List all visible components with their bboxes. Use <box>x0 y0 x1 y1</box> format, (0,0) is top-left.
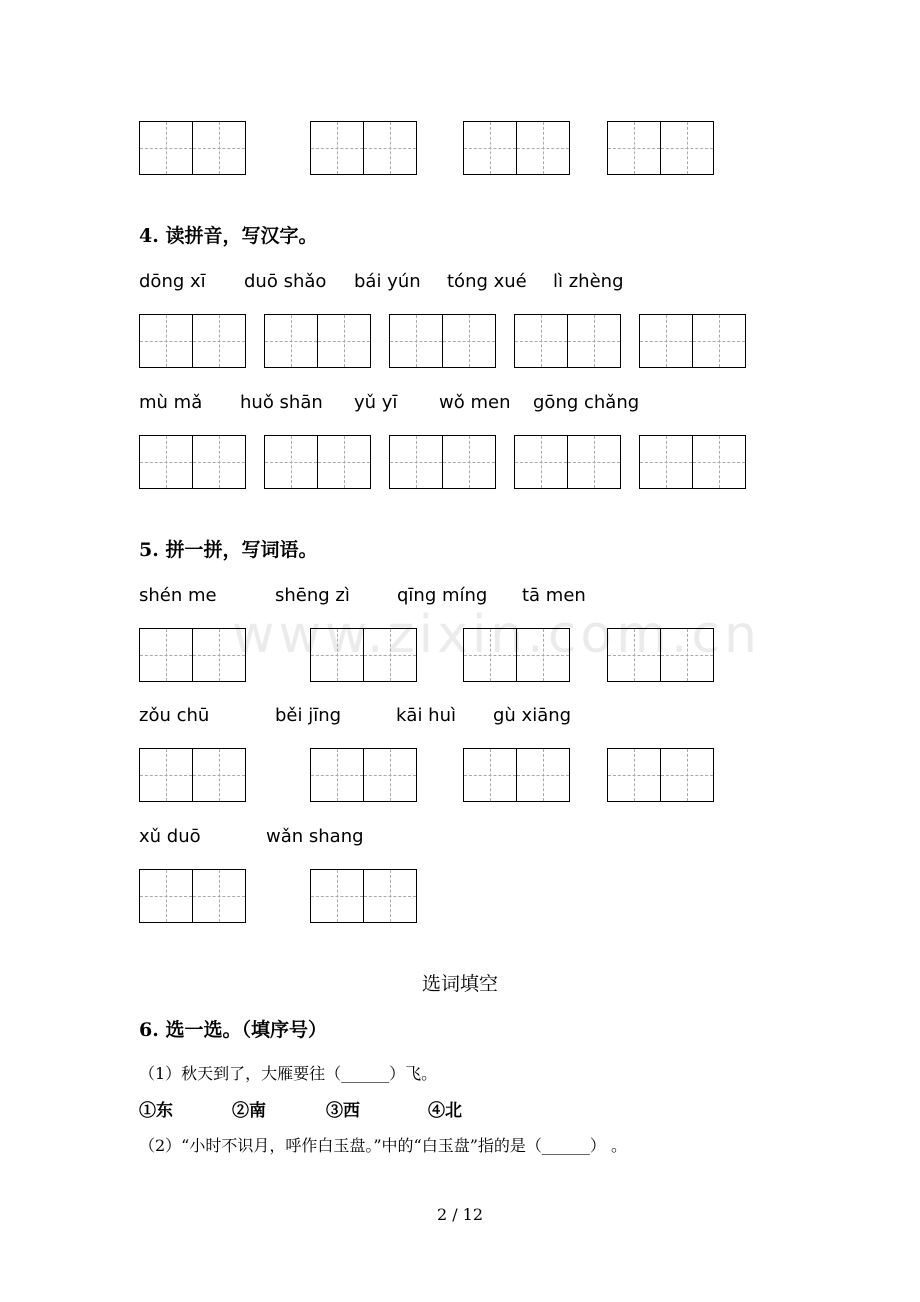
writing-grid[interactable] <box>514 435 620 489</box>
writing-grid[interactable] <box>264 314 370 368</box>
section-title: 选词填空 <box>421 973 498 995</box>
writing-grid[interactable] <box>389 435 495 489</box>
question-item-1: （1）秋天到了，大雁要往（______）飞。 <box>139 1064 438 1083</box>
q6-heading: 6. 选一选。（填序号） <box>139 1019 327 1041</box>
writing-grid[interactable] <box>310 628 416 682</box>
question-item-2: （2）“小时不识月，呼作白玉盘。”中的“白玉盘”指的是（______） 。 <box>139 1136 627 1155</box>
pinyin-label: gōng chǎng <box>533 392 640 413</box>
pinyin-label: duō shǎo <box>244 271 327 292</box>
writing-grid[interactable] <box>139 748 245 802</box>
option-2[interactable]: ②南 <box>232 1101 266 1121</box>
writing-grid[interactable] <box>139 628 245 682</box>
pinyin-label: kāi huì <box>396 705 456 726</box>
writing-grid[interactable] <box>139 435 245 489</box>
option-3[interactable]: ③西 <box>326 1101 360 1121</box>
q4-heading: 4. 读拼音，写汉字。 <box>139 225 318 247</box>
option-1[interactable]: ①东 <box>139 1101 173 1121</box>
pinyin-label: wǎn shang <box>266 826 364 847</box>
q5-heading: 5. 拼一拼，写词语。 <box>139 539 318 561</box>
pinyin-label: gù xiāng <box>493 705 572 726</box>
watermark: www.zixin.com.cn <box>232 605 761 665</box>
pinyin-label: mù mǎ <box>139 392 203 413</box>
writing-grid[interactable] <box>463 748 569 802</box>
pinyin-label: shēng zì <box>275 585 350 606</box>
writing-grid[interactable] <box>310 748 416 802</box>
pinyin-label: tā men <box>522 585 586 606</box>
writing-grid[interactable] <box>607 748 713 802</box>
writing-grid[interactable] <box>607 628 713 682</box>
page-number: 2 / 12 <box>436 1205 484 1224</box>
writing-grid[interactable] <box>139 121 245 175</box>
pinyin-label: lì zhèng <box>553 271 624 292</box>
writing-grid[interactable] <box>514 314 620 368</box>
writing-grid[interactable] <box>139 869 245 923</box>
writing-grid[interactable] <box>639 314 745 368</box>
writing-grid[interactable] <box>139 314 245 368</box>
pinyin-label: dōng xī <box>139 271 206 292</box>
pinyin-label: huǒ shān <box>240 392 323 413</box>
pinyin-label: bái yún <box>354 271 421 292</box>
pinyin-label: qīng míng <box>397 585 488 606</box>
writing-grid[interactable] <box>639 435 745 489</box>
writing-grid[interactable] <box>310 121 416 175</box>
pinyin-label: shén me <box>139 585 217 606</box>
writing-grid[interactable] <box>389 314 495 368</box>
writing-grid[interactable] <box>264 435 370 489</box>
pinyin-label: běi jīng <box>275 705 342 726</box>
pinyin-label: wǒ men <box>439 392 511 413</box>
option-4[interactable]: ④北 <box>428 1101 462 1121</box>
writing-grid[interactable] <box>463 121 569 175</box>
pinyin-label: zǒu chū <box>139 705 210 726</box>
writing-grid[interactable] <box>607 121 713 175</box>
writing-grid[interactable] <box>310 869 416 923</box>
pinyin-label: tóng xué <box>447 271 527 292</box>
pinyin-label: yǔ yī <box>354 392 398 413</box>
writing-grid[interactable] <box>463 628 569 682</box>
pinyin-label: xǔ duō <box>139 826 201 847</box>
